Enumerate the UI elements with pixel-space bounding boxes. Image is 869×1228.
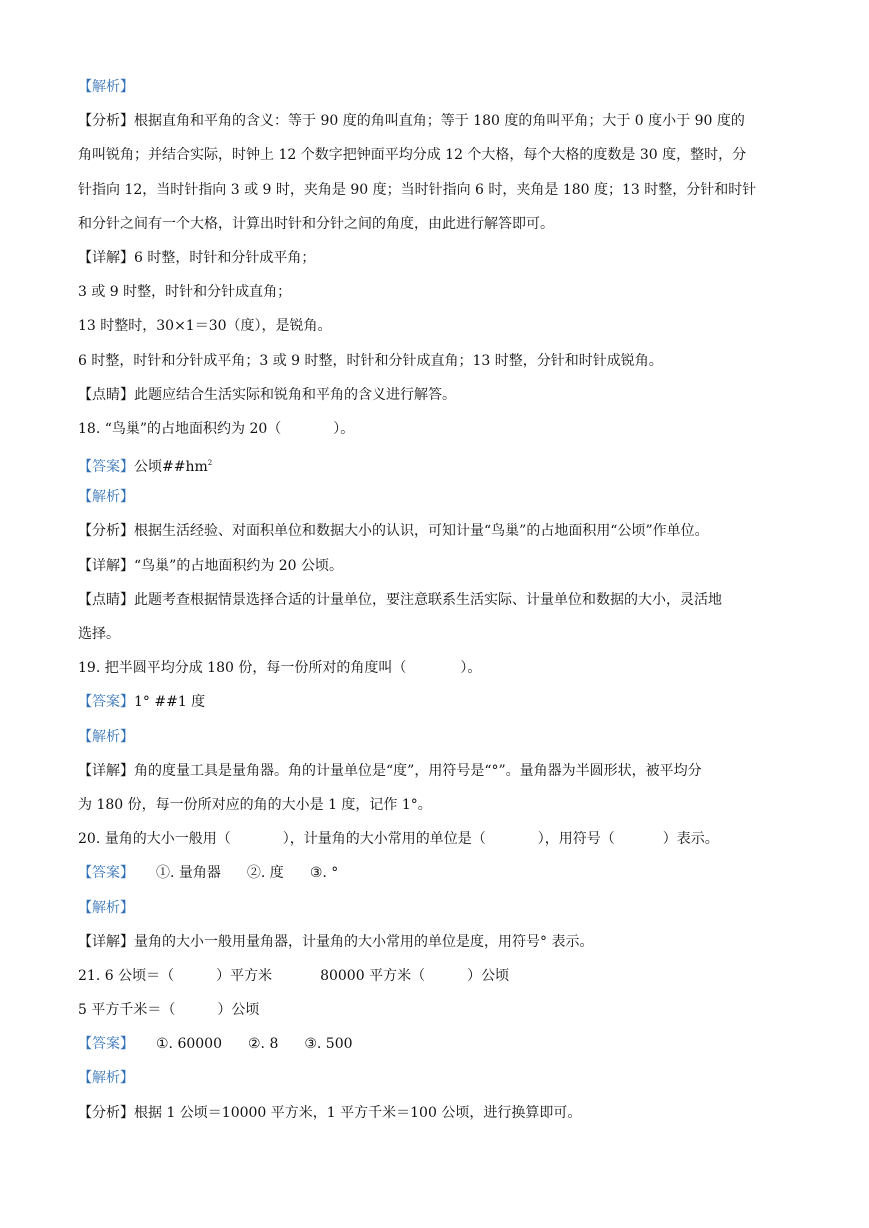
xiangjie-tag: 【详解】 [78,557,134,574]
answer-tag: 【答案】 [78,694,134,711]
q19-xiangjie-line-2 [78,788,794,822]
answer-tag: 【答案】 [78,865,134,882]
fenxi-tag: 【分析】 [78,1104,134,1121]
xiangjie-tag: 【详解】 [78,249,134,266]
analysis-tag: 【解析】 [78,1070,134,1087]
q21-analysis-header [78,1061,794,1095]
q17-detail-line-4 [78,344,794,378]
fenxi-text-cont: 角叫锐角；并结合实际，时钟上 12 个数字把钟面平均分成 12 个大格，每个大格的度数是 30 度，整时，分 [78,147,747,164]
q17-analysis-line-2 [78,138,794,172]
q21-text-1: 21. 6 公顷＝（ [78,967,175,984]
xiangjie-text: 角的度量工具是量角器。角的计量单位是“度”，用符号是“°”。量角器为半圆形状，被平均分 [134,762,702,779]
q18-answer-text: 公顷##hm [134,459,208,476]
question-19 [78,651,794,685]
q17-dianjing-line [78,378,794,412]
fenxi-text: 根据生活经验、对面积单位和数据大小的认识，可知计量“鸟巢”的占地面积用“公顷”作单位。 [134,523,709,540]
xiangjie-text-cont: 3 或 9 时整，时针和分针成直角； [78,284,292,301]
analysis-tag: 【解析】 [78,79,134,95]
q21-text-6: ）公顷 [217,1002,260,1019]
q20-analysis-header [78,891,794,925]
fenxi-text-cont: 和分针之间有一个大格，计算出时针和分针之间的角度，由此进行解答即可。 [78,215,554,232]
dianjing-text: 此题应结合生活实际和锐角和平角的含义进行解答。 [134,386,456,403]
q18-answer-line [78,446,794,480]
q21-answer-line [78,1027,794,1061]
q17-detail-line-2 [78,275,794,309]
dianjing-tag: 【点睛】 [78,386,134,403]
q21-answer-1: ①. 60000 [156,1036,222,1053]
dianjing-text-cont: 选择。 [78,626,120,642]
q17-detail-line-1 [78,241,794,275]
q17-analysis-line-3 [78,173,794,207]
q20-answer-3: ③. ° [309,865,339,882]
fenxi-text: 根据 1 公顷＝10000 平方米，1 平方千米＝100 公顷，进行换算即可。 [134,1104,582,1121]
analysis-tag: 【解析】 [78,489,134,506]
q20-answer-1: ①. 量角器 [156,865,221,882]
q21-text-5: 5 平方千米＝（ [78,1002,176,1019]
fenxi-text-cont: 针指向 12，当时针指向 3 或 9 时，夹角是 90 度；当时针指向 6 时，夹角是 180 度；13 时整，分针和时针 [78,181,757,198]
q20-text-4: ）表示。 [662,831,719,848]
q18-xiangjie-line [78,549,794,583]
q18-dianjing-line-1 [78,583,794,617]
q19-xiangjie-line-1 [78,754,794,788]
q17-detail-line-3 [78,309,794,343]
xiangjie-text-cont: 6 时整，时针和分针成平角；3 或 9 时整，时针和分针成直角；13 时整，分针和时针成锐角。 [78,352,663,369]
q18-fenxi-line [78,514,794,548]
question-20 [78,822,794,856]
xiangjie-text-cont: 13 时整时，30×1＝30（度），是锐角。 [78,318,332,335]
xiangjie-tag: 【详解】 [78,933,134,950]
q21-text-3: 80000 平方米（ [320,967,426,984]
q18-text-start: 18. “鸟巢”的占地面积约为 20（ [78,420,282,437]
xiangjie-tag: 【详解】 [78,762,134,779]
q20-text-1: 20. 量角的大小一般用（ [78,831,231,848]
xiangjie-text-cont: 为 180 份，每一份所对应的角的大小是 1 度，记作 1°。 [78,796,432,813]
fenxi-tag: 【分析】 [78,113,134,130]
analysis-header-line [78,70,794,104]
q18-answer-superscript: 2 [207,459,213,468]
q21-answer-3: ③. 500 [304,1036,353,1053]
q19-answer-line [78,685,794,719]
q17-analysis-line-4 [78,207,794,241]
q18-dianjing-line-2 [78,617,794,651]
xiangjie-text: 6 时整，时针和分针成平角； [134,249,316,266]
q19-text-start: 19. 把半圆平均分成 180 份，每一份所对的角度叫（ [78,660,407,677]
q19-text-end: ）。 [460,660,482,677]
q19-analysis-header [78,720,794,754]
question-21-line-2 [78,993,794,1027]
q20-answer-line [78,856,794,890]
question-21-line-1 [78,959,794,993]
question-18 [78,412,794,446]
q18-text-end: ）。 [333,420,355,437]
q20-text-3: ），用符号（ [537,831,615,848]
q21-text-2: ）平方米 [216,967,273,984]
dianjing-tag: 【点睛】 [78,591,134,608]
q21-fenxi-line [78,1096,794,1130]
q20-answer-2: ②. 度 [246,865,284,882]
dianjing-text: 此题考查根据情景选择合适的计量单位，要注意联系生活实际、计量单位和数据的大小，灵活地 [134,591,722,608]
q21-text-4: ）公顷 [467,967,510,984]
q17-analysis-line-1 [78,104,794,138]
xiangjie-text: “鸟巢”的占地面积约为 20 公顷。 [134,557,344,574]
q21-answer-2: ②. 8 [248,1036,279,1053]
q19-answer-text: 1° ##1 度 [134,694,206,711]
answer-tag: 【答案】 [78,459,134,476]
fenxi-tag: 【分析】 [78,523,134,540]
q18-analysis-header [78,480,794,514]
q20-text-2: ），计量角的大小常用的单位是（ [282,831,486,848]
q20-xiangjie-line [78,925,794,959]
analysis-tag: 【解析】 [78,728,134,745]
analysis-tag: 【解析】 [78,899,134,916]
answer-tag: 【答案】 [78,1036,134,1053]
xiangjie-text: 量角的大小一般用量角器，计量角的大小常用的单位是度，用符号° 表示。 [134,933,594,950]
fenxi-text: 根据直角和平角的含义：等于 90 度的角叫直角；等于 180 度的角叫平角；大于 0 度小于 90 度的 [134,113,745,130]
document-page [78,70,794,1130]
